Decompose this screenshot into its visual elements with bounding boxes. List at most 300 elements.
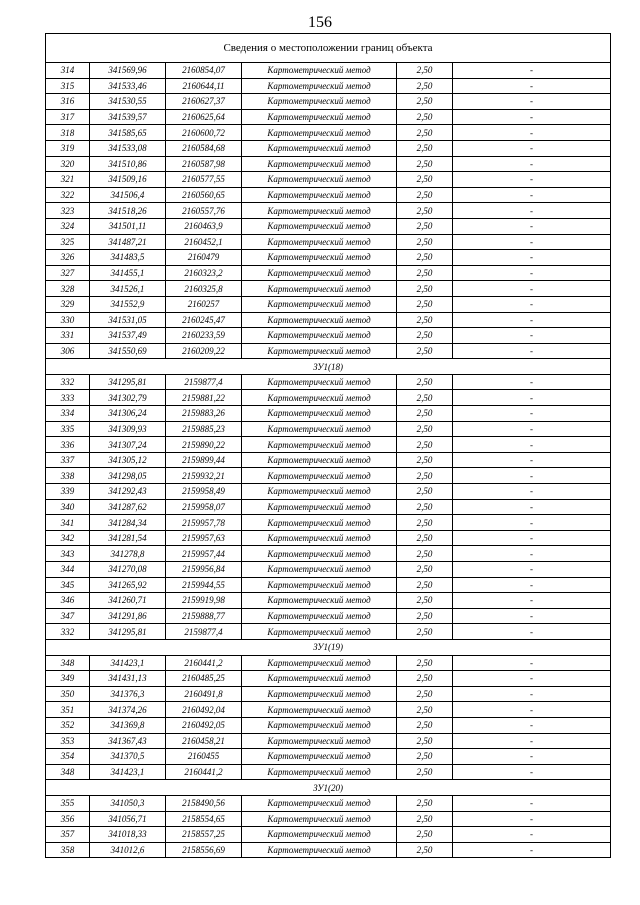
description-cell: - bbox=[453, 717, 611, 733]
y-coordinate-cell: 2158557,25 bbox=[166, 827, 242, 843]
table-row bbox=[46, 546, 611, 562]
page-number: 156 bbox=[308, 14, 332, 31]
method-cell: Картометрический метод bbox=[242, 717, 397, 733]
description-cell: - bbox=[453, 795, 611, 811]
description-cell: - bbox=[453, 63, 611, 79]
method-cell: Картометрический метод bbox=[242, 250, 397, 266]
x-coordinate-cell: 341550,69 bbox=[90, 343, 166, 359]
description-cell: - bbox=[453, 437, 611, 453]
y-coordinate-cell: 2160257 bbox=[166, 296, 242, 312]
x-coordinate-cell: 341307,24 bbox=[90, 437, 166, 453]
accuracy-cell: 2,50 bbox=[397, 842, 453, 858]
table-row bbox=[46, 187, 611, 203]
description-cell: - bbox=[453, 374, 611, 390]
description-cell: - bbox=[453, 343, 611, 359]
method-cell: Картометрический метод bbox=[242, 702, 397, 718]
method-cell: Картометрический метод bbox=[242, 328, 397, 344]
x-coordinate-cell: 341278,8 bbox=[90, 546, 166, 562]
x-coordinate-cell: 341376,3 bbox=[90, 686, 166, 702]
description-cell: - bbox=[453, 172, 611, 188]
section-heading-row bbox=[46, 780, 611, 796]
accuracy-cell: 2,50 bbox=[397, 484, 453, 500]
method-cell: Картометрический метод bbox=[242, 624, 397, 640]
table-row bbox=[46, 749, 611, 765]
y-coordinate-cell: 2160325,8 bbox=[166, 281, 242, 297]
accuracy-cell: 2,50 bbox=[397, 562, 453, 578]
x-coordinate-cell: 341291,86 bbox=[90, 608, 166, 624]
table-row bbox=[46, 250, 611, 266]
table-row bbox=[46, 172, 611, 188]
description-cell: - bbox=[453, 733, 611, 749]
y-coordinate-cell: 2159944,55 bbox=[166, 577, 242, 593]
description-cell: - bbox=[453, 686, 611, 702]
accuracy-cell: 2,50 bbox=[397, 328, 453, 344]
x-coordinate-cell: 341270,08 bbox=[90, 562, 166, 578]
method-cell: Картометрический метод bbox=[242, 733, 397, 749]
x-coordinate-cell: 341284,34 bbox=[90, 515, 166, 531]
point-number-cell: 333 bbox=[46, 390, 90, 406]
x-coordinate-cell: 341483,5 bbox=[90, 250, 166, 266]
point-number-cell: 355 bbox=[46, 795, 90, 811]
point-number-cell: 335 bbox=[46, 421, 90, 437]
table-row bbox=[46, 328, 611, 344]
x-coordinate-cell: 341281,54 bbox=[90, 530, 166, 546]
y-coordinate-cell: 2160441,2 bbox=[166, 655, 242, 671]
y-coordinate-cell: 2159899,44 bbox=[166, 452, 242, 468]
y-coordinate-cell: 2158554,65 bbox=[166, 811, 242, 827]
y-coordinate-cell: 2159958,07 bbox=[166, 499, 242, 515]
method-cell: Картометрический метод bbox=[242, 468, 397, 484]
point-number-cell: 325 bbox=[46, 234, 90, 250]
accuracy-cell: 2,50 bbox=[397, 546, 453, 562]
method-cell: Картометрический метод bbox=[242, 281, 397, 297]
x-coordinate-cell: 341531,05 bbox=[90, 312, 166, 328]
point-number-cell: 347 bbox=[46, 608, 90, 624]
point-number-cell: 330 bbox=[46, 312, 90, 328]
table-row bbox=[46, 655, 611, 671]
point-number-cell: 316 bbox=[46, 94, 90, 110]
accuracy-cell: 2,50 bbox=[397, 78, 453, 94]
method-cell: Картометрический метод bbox=[242, 187, 397, 203]
method-cell: Картометрический метод bbox=[242, 842, 397, 858]
point-number-cell: 352 bbox=[46, 717, 90, 733]
accuracy-cell: 2,50 bbox=[397, 733, 453, 749]
description-cell: - bbox=[453, 140, 611, 156]
y-coordinate-cell: 2160492,04 bbox=[166, 702, 242, 718]
description-cell: - bbox=[453, 764, 611, 780]
x-coordinate-cell: 341423,1 bbox=[90, 764, 166, 780]
x-coordinate-cell: 341292,43 bbox=[90, 484, 166, 500]
table-title-row bbox=[46, 34, 611, 63]
description-cell: - bbox=[453, 312, 611, 328]
y-coordinate-cell: 2160560,65 bbox=[166, 187, 242, 203]
table-row bbox=[46, 795, 611, 811]
description-cell: - bbox=[453, 577, 611, 593]
y-coordinate-cell: 2160492,05 bbox=[166, 717, 242, 733]
description-cell: - bbox=[453, 390, 611, 406]
point-number-cell: 343 bbox=[46, 546, 90, 562]
point-number-cell: 331 bbox=[46, 328, 90, 344]
table-row bbox=[46, 109, 611, 125]
y-coordinate-cell: 2159956,84 bbox=[166, 562, 242, 578]
x-coordinate-cell: 341509,16 bbox=[90, 172, 166, 188]
section-heading: ЗУ1(20) bbox=[46, 780, 611, 796]
description-cell: - bbox=[453, 250, 611, 266]
table-row bbox=[46, 406, 611, 422]
section-heading: ЗУ1(19) bbox=[46, 639, 611, 655]
method-cell: Картометрический метод bbox=[242, 515, 397, 531]
accuracy-cell: 2,50 bbox=[397, 827, 453, 843]
y-coordinate-cell: 2159877,4 bbox=[166, 374, 242, 390]
method-cell: Картометрический метод bbox=[242, 795, 397, 811]
point-number-cell: 329 bbox=[46, 296, 90, 312]
x-coordinate-cell: 341552,9 bbox=[90, 296, 166, 312]
point-number-cell: 350 bbox=[46, 686, 90, 702]
description-cell: - bbox=[453, 265, 611, 281]
x-coordinate-cell: 341260,71 bbox=[90, 593, 166, 609]
x-coordinate-cell: 341305,12 bbox=[90, 452, 166, 468]
table-row bbox=[46, 63, 611, 79]
boundary-table bbox=[45, 33, 611, 858]
description-cell: - bbox=[453, 109, 611, 125]
table-row bbox=[46, 733, 611, 749]
x-coordinate-cell: 341018,33 bbox=[90, 827, 166, 843]
table-row bbox=[46, 94, 611, 110]
method-cell: Картометрический метод bbox=[242, 312, 397, 328]
y-coordinate-cell: 2160458,21 bbox=[166, 733, 242, 749]
x-coordinate-cell: 341533,08 bbox=[90, 140, 166, 156]
x-coordinate-cell: 341367,43 bbox=[90, 733, 166, 749]
y-coordinate-cell: 2160441,2 bbox=[166, 764, 242, 780]
method-cell: Картометрический метод bbox=[242, 484, 397, 500]
description-cell: - bbox=[453, 78, 611, 94]
y-coordinate-cell: 2160452,1 bbox=[166, 234, 242, 250]
x-coordinate-cell: 341539,57 bbox=[90, 109, 166, 125]
description-cell: - bbox=[453, 749, 611, 765]
method-cell: Картометрический метод bbox=[242, 406, 397, 422]
x-coordinate-cell: 341295,81 bbox=[90, 374, 166, 390]
accuracy-cell: 2,50 bbox=[397, 577, 453, 593]
method-cell: Картометрический метод bbox=[242, 452, 397, 468]
table-row bbox=[46, 702, 611, 718]
method-cell: Картометрический метод bbox=[242, 530, 397, 546]
point-number-cell: 327 bbox=[46, 265, 90, 281]
method-cell: Картометрический метод bbox=[242, 78, 397, 94]
method-cell: Картометрический метод bbox=[242, 562, 397, 578]
point-number-cell: 339 bbox=[46, 484, 90, 500]
method-cell: Картометрический метод bbox=[242, 593, 397, 609]
y-coordinate-cell: 2160587,98 bbox=[166, 156, 242, 172]
table-row bbox=[46, 265, 611, 281]
table-row bbox=[46, 562, 611, 578]
y-coordinate-cell: 2159877,4 bbox=[166, 624, 242, 640]
x-coordinate-cell: 341526,1 bbox=[90, 281, 166, 297]
method-cell: Картометрический метод bbox=[242, 811, 397, 827]
point-number-cell: 336 bbox=[46, 437, 90, 453]
method-cell: Картометрический метод bbox=[242, 109, 397, 125]
x-coordinate-cell: 341370,5 bbox=[90, 749, 166, 765]
description-cell: - bbox=[453, 296, 611, 312]
point-number-cell: 326 bbox=[46, 250, 90, 266]
method-cell: Картометрический метод bbox=[242, 94, 397, 110]
x-coordinate-cell: 341510,86 bbox=[90, 156, 166, 172]
accuracy-cell: 2,50 bbox=[397, 749, 453, 765]
accuracy-cell: 2,50 bbox=[397, 795, 453, 811]
table-body bbox=[46, 34, 611, 858]
x-coordinate-cell: 341050,3 bbox=[90, 795, 166, 811]
table-row bbox=[46, 203, 611, 219]
description-cell: - bbox=[453, 484, 611, 500]
point-number-cell: 322 bbox=[46, 187, 90, 203]
table-row bbox=[46, 312, 611, 328]
method-cell: Картометрический метод bbox=[242, 671, 397, 687]
accuracy-cell: 2,50 bbox=[397, 702, 453, 718]
table-row bbox=[46, 437, 611, 453]
point-number-cell: 342 bbox=[46, 530, 90, 546]
accuracy-cell: 2,50 bbox=[397, 125, 453, 141]
description-cell: - bbox=[453, 608, 611, 624]
x-coordinate-cell: 341569,96 bbox=[90, 63, 166, 79]
description-cell: - bbox=[453, 624, 611, 640]
method-cell: Картометрический метод bbox=[242, 499, 397, 515]
description-cell: - bbox=[453, 827, 611, 843]
x-coordinate-cell: 341487,21 bbox=[90, 234, 166, 250]
description-cell: - bbox=[453, 421, 611, 437]
y-coordinate-cell: 2159881,22 bbox=[166, 390, 242, 406]
section-heading-row bbox=[46, 639, 611, 655]
method-cell: Картометрический метод bbox=[242, 234, 397, 250]
point-number-cell: 357 bbox=[46, 827, 90, 843]
accuracy-cell: 2,50 bbox=[397, 499, 453, 515]
y-coordinate-cell: 2160854,07 bbox=[166, 63, 242, 79]
table-row bbox=[46, 499, 611, 515]
x-coordinate-cell: 341530,55 bbox=[90, 94, 166, 110]
accuracy-cell: 2,50 bbox=[397, 109, 453, 125]
point-number-cell: 324 bbox=[46, 218, 90, 234]
x-coordinate-cell: 341374,26 bbox=[90, 702, 166, 718]
point-number-cell: 332 bbox=[46, 374, 90, 390]
y-coordinate-cell: 2160625,64 bbox=[166, 109, 242, 125]
x-coordinate-cell: 341306,24 bbox=[90, 406, 166, 422]
accuracy-cell: 2,50 bbox=[397, 468, 453, 484]
x-coordinate-cell: 341287,62 bbox=[90, 499, 166, 515]
y-coordinate-cell: 2160577,55 bbox=[166, 172, 242, 188]
description-cell: - bbox=[453, 218, 611, 234]
y-coordinate-cell: 2159888,77 bbox=[166, 608, 242, 624]
table-row bbox=[46, 764, 611, 780]
y-coordinate-cell: 2160209,22 bbox=[166, 343, 242, 359]
point-number-cell: 332 bbox=[46, 624, 90, 640]
x-coordinate-cell: 341506,4 bbox=[90, 187, 166, 203]
y-coordinate-cell: 2160557,76 bbox=[166, 203, 242, 219]
table-row bbox=[46, 343, 611, 359]
point-number-cell: 340 bbox=[46, 499, 90, 515]
table-row bbox=[46, 78, 611, 94]
method-cell: Картометрический метод bbox=[242, 203, 397, 219]
method-cell: Картометрический метод bbox=[242, 749, 397, 765]
method-cell: Картометрический метод bbox=[242, 343, 397, 359]
point-number-cell: 314 bbox=[46, 63, 90, 79]
method-cell: Картометрический метод bbox=[242, 374, 397, 390]
accuracy-cell: 2,50 bbox=[397, 811, 453, 827]
point-number-cell: 323 bbox=[46, 203, 90, 219]
section-heading: ЗУ1(18) bbox=[46, 359, 611, 375]
accuracy-cell: 2,50 bbox=[397, 343, 453, 359]
method-cell: Картометрический метод bbox=[242, 421, 397, 437]
point-number-cell: 348 bbox=[46, 764, 90, 780]
point-number-cell: 317 bbox=[46, 109, 90, 125]
method-cell: Картометрический метод bbox=[242, 577, 397, 593]
y-coordinate-cell: 2159957,63 bbox=[166, 530, 242, 546]
y-coordinate-cell: 2160463,9 bbox=[166, 218, 242, 234]
description-cell: - bbox=[453, 811, 611, 827]
method-cell: Картометрический метод bbox=[242, 296, 397, 312]
accuracy-cell: 2,50 bbox=[397, 530, 453, 546]
y-coordinate-cell: 2160491,8 bbox=[166, 686, 242, 702]
y-coordinate-cell: 2160455 bbox=[166, 749, 242, 765]
y-coordinate-cell: 2160323,2 bbox=[166, 265, 242, 281]
x-coordinate-cell: 341518,26 bbox=[90, 203, 166, 219]
x-coordinate-cell: 341265,92 bbox=[90, 577, 166, 593]
description-cell: - bbox=[453, 546, 611, 562]
x-coordinate-cell: 341455,1 bbox=[90, 265, 166, 281]
method-cell: Картометрический метод bbox=[242, 827, 397, 843]
point-number-cell: 334 bbox=[46, 406, 90, 422]
table-row bbox=[46, 811, 611, 827]
method-cell: Картометрический метод bbox=[242, 655, 397, 671]
table-row bbox=[46, 827, 611, 843]
point-number-cell: 306 bbox=[46, 343, 90, 359]
accuracy-cell: 2,50 bbox=[397, 452, 453, 468]
y-coordinate-cell: 2160600,72 bbox=[166, 125, 242, 141]
description-cell: - bbox=[453, 702, 611, 718]
table-row bbox=[46, 484, 611, 500]
table-row bbox=[46, 842, 611, 858]
method-cell: Картометрический метод bbox=[242, 686, 397, 702]
method-cell: Картометрический метод bbox=[242, 125, 397, 141]
accuracy-cell: 2,50 bbox=[397, 624, 453, 640]
description-cell: - bbox=[453, 156, 611, 172]
table-row bbox=[46, 515, 611, 531]
description-cell: - bbox=[453, 203, 611, 219]
y-coordinate-cell: 2158556,69 bbox=[166, 842, 242, 858]
accuracy-cell: 2,50 bbox=[397, 218, 453, 234]
description-cell: - bbox=[453, 562, 611, 578]
accuracy-cell: 2,50 bbox=[397, 655, 453, 671]
point-number-cell: 354 bbox=[46, 749, 90, 765]
accuracy-cell: 2,50 bbox=[397, 265, 453, 281]
table-row bbox=[46, 686, 611, 702]
accuracy-cell: 2,50 bbox=[397, 764, 453, 780]
accuracy-cell: 2,50 bbox=[397, 406, 453, 422]
point-number-cell: 345 bbox=[46, 577, 90, 593]
x-coordinate-cell: 341431,13 bbox=[90, 671, 166, 687]
method-cell: Картометрический метод bbox=[242, 63, 397, 79]
description-cell: - bbox=[453, 125, 611, 141]
accuracy-cell: 2,50 bbox=[397, 234, 453, 250]
table-row bbox=[46, 234, 611, 250]
table-row bbox=[46, 421, 611, 437]
point-number-cell: 348 bbox=[46, 655, 90, 671]
table-title: Сведения о местоположении границ объекта bbox=[46, 34, 611, 63]
x-coordinate-cell: 341537,49 bbox=[90, 328, 166, 344]
description-cell: - bbox=[453, 94, 611, 110]
table-row bbox=[46, 140, 611, 156]
point-number-cell: 337 bbox=[46, 452, 90, 468]
accuracy-cell: 2,50 bbox=[397, 608, 453, 624]
point-number-cell: 315 bbox=[46, 78, 90, 94]
point-number-cell: 321 bbox=[46, 172, 90, 188]
accuracy-cell: 2,50 bbox=[397, 140, 453, 156]
method-cell: Картометрический метод bbox=[242, 546, 397, 562]
description-cell: - bbox=[453, 328, 611, 344]
point-number-cell: 344 bbox=[46, 562, 90, 578]
accuracy-cell: 2,50 bbox=[397, 421, 453, 437]
y-coordinate-cell: 2159957,78 bbox=[166, 515, 242, 531]
y-coordinate-cell: 2160627,37 bbox=[166, 94, 242, 110]
method-cell: Картометрический метод bbox=[242, 218, 397, 234]
accuracy-cell: 2,50 bbox=[397, 390, 453, 406]
accuracy-cell: 2,50 bbox=[397, 312, 453, 328]
y-coordinate-cell: 2160485,25 bbox=[166, 671, 242, 687]
accuracy-cell: 2,50 bbox=[397, 172, 453, 188]
method-cell: Картометрический метод bbox=[242, 390, 397, 406]
x-coordinate-cell: 341369,8 bbox=[90, 717, 166, 733]
point-number-cell: 341 bbox=[46, 515, 90, 531]
table-row bbox=[46, 218, 611, 234]
accuracy-cell: 2,50 bbox=[397, 374, 453, 390]
description-cell: - bbox=[453, 468, 611, 484]
table-row bbox=[46, 608, 611, 624]
accuracy-cell: 2,50 bbox=[397, 281, 453, 297]
point-number-cell: 358 bbox=[46, 842, 90, 858]
description-cell: - bbox=[453, 593, 611, 609]
description-cell: - bbox=[453, 515, 611, 531]
point-number-cell: 318 bbox=[46, 125, 90, 141]
description-cell: - bbox=[453, 842, 611, 858]
table-row bbox=[46, 281, 611, 297]
table-row bbox=[46, 593, 611, 609]
accuracy-cell: 2,50 bbox=[397, 250, 453, 266]
method-cell: Картометрический метод bbox=[242, 172, 397, 188]
accuracy-cell: 2,50 bbox=[397, 63, 453, 79]
table-row bbox=[46, 374, 611, 390]
x-coordinate-cell: 341423,1 bbox=[90, 655, 166, 671]
accuracy-cell: 2,50 bbox=[397, 515, 453, 531]
point-number-cell: 353 bbox=[46, 733, 90, 749]
y-coordinate-cell: 2159932,21 bbox=[166, 468, 242, 484]
point-number-cell: 356 bbox=[46, 811, 90, 827]
accuracy-cell: 2,50 bbox=[397, 671, 453, 687]
description-cell: - bbox=[453, 187, 611, 203]
description-cell: - bbox=[453, 406, 611, 422]
x-coordinate-cell: 341533,46 bbox=[90, 78, 166, 94]
y-coordinate-cell: 2159890,22 bbox=[166, 437, 242, 453]
table-row bbox=[46, 468, 611, 484]
table-row bbox=[46, 156, 611, 172]
description-cell: - bbox=[453, 530, 611, 546]
x-coordinate-cell: 341585,65 bbox=[90, 125, 166, 141]
y-coordinate-cell: 2159885,23 bbox=[166, 421, 242, 437]
y-coordinate-cell: 2159957,44 bbox=[166, 546, 242, 562]
description-cell: - bbox=[453, 499, 611, 515]
x-coordinate-cell: 341302,79 bbox=[90, 390, 166, 406]
x-coordinate-cell: 341012,6 bbox=[90, 842, 166, 858]
y-coordinate-cell: 2160584,68 bbox=[166, 140, 242, 156]
method-cell: Картометрический метод bbox=[242, 156, 397, 172]
point-number-cell: 319 bbox=[46, 140, 90, 156]
table-row bbox=[46, 125, 611, 141]
